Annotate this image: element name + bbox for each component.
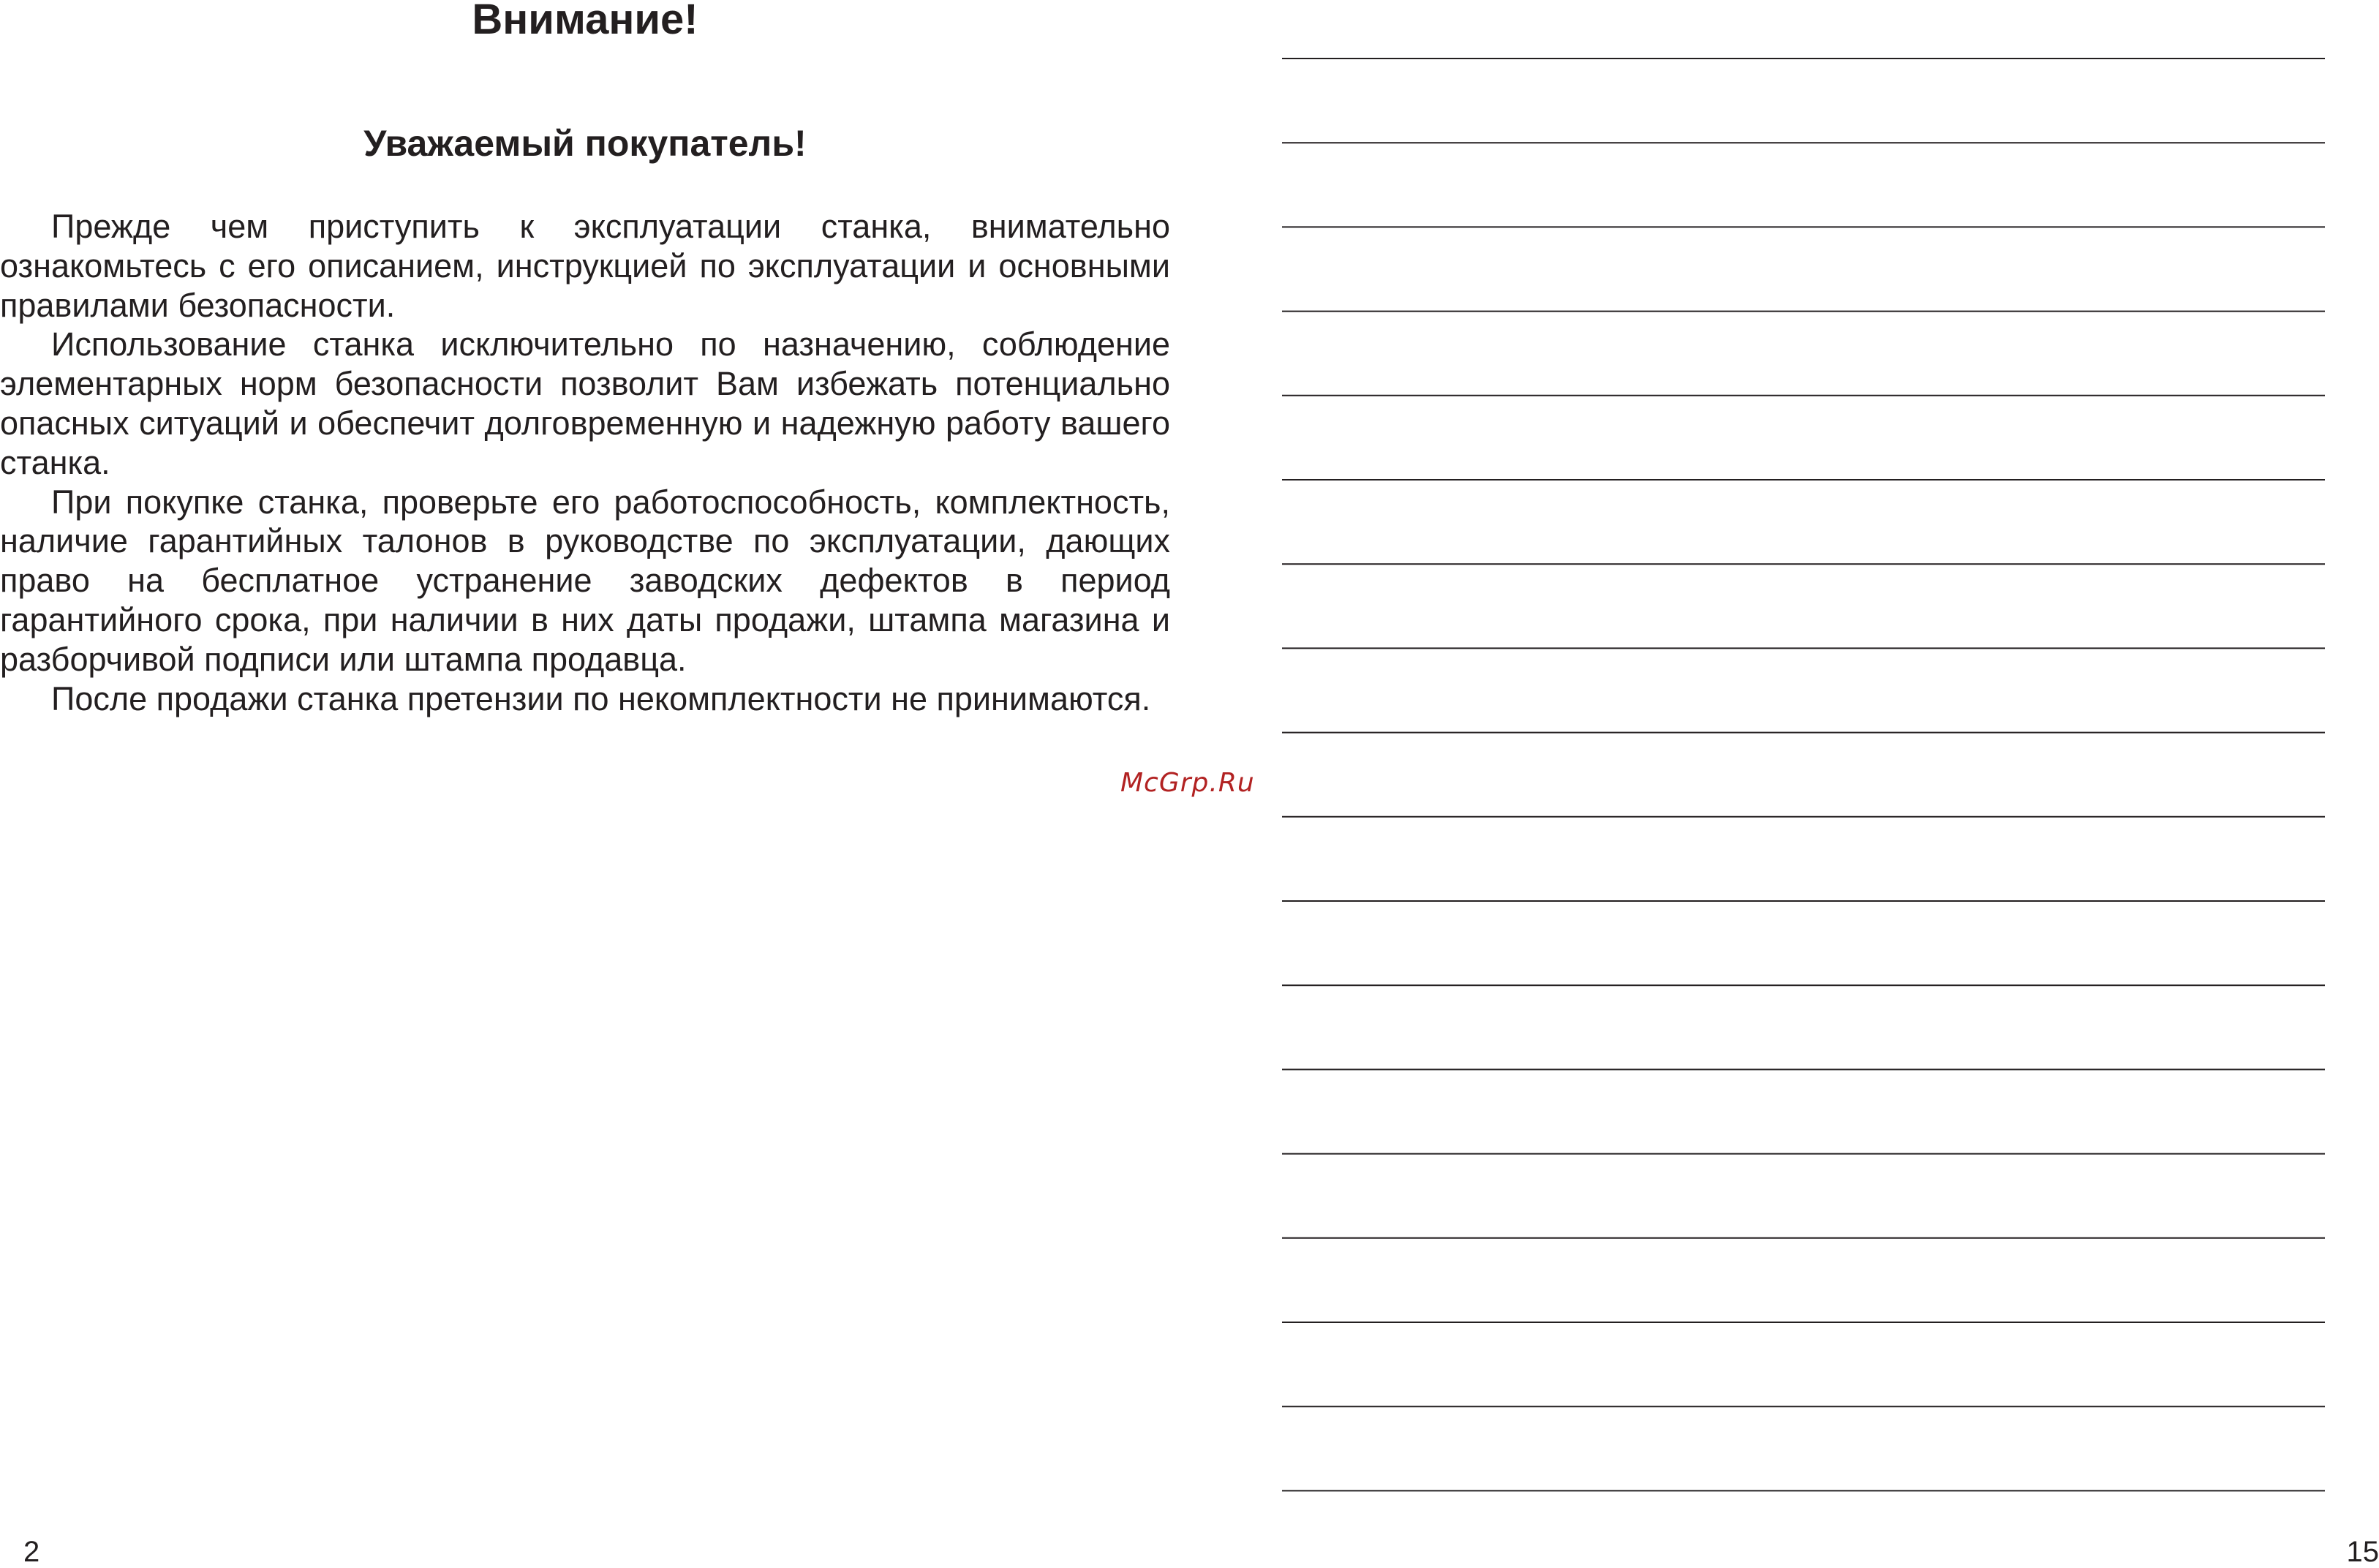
paragraph-intro: Прежде чем приступить к эксплуатации станка, внимательно ознакомьтесь с его описанием, инструкцией по эксплуатации и основными правилами безопасности.	[0, 208, 1170, 324]
page-subtitle: Уважаемый покупатель!	[363, 123, 807, 164]
page-number-left: 2	[23, 1536, 40, 1568]
page-number-right: 15	[2346, 1536, 2379, 1568]
paragraph-claims: После продажи станка претензии по некомплектности не принимаются.	[51, 679, 1151, 717]
left-page	[0, 0, 1170, 1568]
paragraph-purchase: При покупке станка, проверьте его работоспособность, комплектность, наличие гарантийных талонов в руководстве по эксплуатации, дающих право на бесплатное устранение заводских дефектов в период гарантийного срока, при наличии в них даты продажи, штампа магазина и разборчивой подписи или штампа продавца.	[0, 483, 1170, 678]
paragraph-usage: Использование станка исключительно по назначению, соблюдение элементарных норм безопасности позволит Вам избежать потенциально опасных ситуаций и обеспечит долговременную и надежную работу вашего станка.	[0, 325, 1170, 481]
body-text	[0, 207, 1170, 718]
right-page	[1282, 0, 2379, 1568]
page-title: Внимание!	[472, 0, 698, 43]
notes-ruled-lines	[1282, 0, 2325, 1568]
watermark: McGrp.Ru	[1120, 768, 1255, 798]
